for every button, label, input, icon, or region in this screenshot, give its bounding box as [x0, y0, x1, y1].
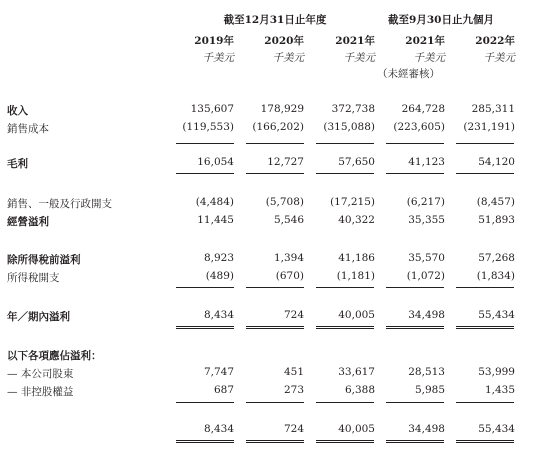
- row-label: 毛利: [7, 158, 28, 170]
- row-label: — 非控股權益: [7, 386, 74, 398]
- cell: 372,738: [331, 103, 375, 115]
- header-unit: 千美元: [272, 52, 304, 64]
- cell: (670): [275, 270, 304, 282]
- rule: [316, 442, 374, 443]
- cell: 273: [283, 384, 304, 396]
- rule: [316, 287, 374, 288]
- rule: [246, 173, 304, 174]
- rule: [456, 287, 514, 288]
- rule: [176, 143, 234, 144]
- cell: (119,553): [182, 121, 234, 133]
- cell: 1,394: [273, 252, 304, 264]
- rule: [386, 328, 444, 329]
- cell: (1,181): [336, 270, 375, 282]
- rule: [246, 143, 304, 144]
- row-label: 收入: [7, 105, 28, 117]
- cell: 33,617: [338, 366, 375, 378]
- rule: [176, 173, 234, 174]
- cell: (17,215): [330, 196, 375, 208]
- cell: 7,747: [203, 366, 234, 378]
- rule: [246, 326, 304, 327]
- cell: 34,498: [408, 423, 445, 435]
- rule: [246, 440, 304, 441]
- cell: 6,388: [344, 384, 375, 396]
- rule: [246, 402, 304, 403]
- rule: [176, 326, 234, 327]
- rule: [386, 173, 444, 174]
- cell: 1,435: [484, 384, 515, 396]
- rule: [316, 402, 374, 403]
- cell: 41,186: [338, 252, 375, 264]
- rule: [456, 143, 514, 144]
- cell: 264,728: [401, 103, 445, 115]
- cell: 5,546: [273, 214, 304, 226]
- cell: 53,999: [478, 366, 515, 378]
- cell: (489): [205, 270, 234, 282]
- rule: [386, 402, 444, 403]
- rule: [386, 442, 444, 443]
- rule: [456, 442, 514, 443]
- rule: [316, 143, 374, 144]
- cell: 40,322: [338, 214, 375, 226]
- rule: [246, 287, 304, 288]
- section-label: 以下各項應佔溢利：: [7, 350, 102, 362]
- cell: (8,457): [476, 196, 515, 208]
- cell: (231,191): [463, 121, 515, 133]
- header-nine-2022: 2022年: [475, 35, 515, 47]
- rule: [316, 173, 374, 174]
- cell: 285,311: [471, 103, 515, 115]
- row-label: 經營溢利: [7, 216, 49, 228]
- rule: [176, 402, 234, 403]
- cell: 35,355: [408, 214, 445, 226]
- header-group-year: 截至12月31日止年度: [223, 14, 327, 26]
- cell: (1,834): [476, 270, 515, 282]
- rule: [456, 326, 514, 327]
- cell: 724: [283, 309, 304, 321]
- rule: [316, 440, 374, 441]
- cell: 11,445: [197, 214, 234, 226]
- row-label: — 本公司股東: [7, 368, 74, 380]
- rule: [456, 440, 514, 441]
- rule: [456, 402, 514, 403]
- row-label: 所得稅開支: [7, 272, 60, 284]
- cell: 57,650: [338, 156, 375, 168]
- header-unit: 千美元: [483, 52, 515, 64]
- row-label: 銷售、一般及行政開支: [7, 198, 112, 210]
- cell: 55,434: [478, 309, 515, 321]
- cell: (5,708): [265, 196, 304, 208]
- header-unit: 千美元: [202, 52, 234, 64]
- row-label: 除所得稅前溢利: [7, 254, 81, 266]
- cell: 8,434: [203, 423, 234, 435]
- cell: 57,268: [478, 252, 515, 264]
- rule: [176, 442, 234, 443]
- header-year-2019: 2019年: [194, 35, 234, 47]
- cell: 55,434: [478, 423, 515, 435]
- header-unit: 千美元: [343, 52, 375, 64]
- rule: [246, 328, 304, 329]
- rule: [456, 173, 514, 174]
- rule: [386, 326, 444, 327]
- rule: [456, 328, 514, 329]
- rule: [316, 328, 374, 329]
- cell: 8,434: [203, 309, 234, 321]
- cell: 16,054: [197, 156, 234, 168]
- cell: (166,202): [252, 121, 304, 133]
- cell: 41,123: [408, 156, 445, 168]
- cell: 51,893: [478, 214, 515, 226]
- cell: (315,088): [323, 121, 375, 133]
- header-year-2021: 2021年: [335, 35, 375, 47]
- cell: 8,923: [203, 252, 234, 264]
- header-year-2020: 2020年: [264, 35, 304, 47]
- cell: 54,120: [478, 156, 515, 168]
- row-label: 銷售成本: [7, 123, 49, 135]
- cell: 724: [283, 423, 304, 435]
- rule: [386, 287, 444, 288]
- cell: 28,513: [408, 366, 445, 378]
- rule: [246, 442, 304, 443]
- cell: 687: [213, 384, 234, 396]
- cell: (1,072): [406, 270, 445, 282]
- cell: (4,484): [195, 196, 234, 208]
- cell: (6,217): [406, 196, 445, 208]
- header-unaudited: （未經審核）: [377, 68, 440, 80]
- cell: 34,498: [408, 309, 445, 321]
- rule: [386, 440, 444, 441]
- cell: (223,605): [393, 121, 445, 133]
- rule: [176, 440, 234, 441]
- row-label: 年／期內溢利: [7, 311, 70, 323]
- header-group-nine-months: 截至9月30日止九個月: [388, 14, 494, 26]
- cell: 35,570: [408, 252, 445, 264]
- cell: 178,929: [260, 103, 304, 115]
- cell: 451: [283, 366, 304, 378]
- cell: 12,727: [267, 156, 304, 168]
- rule: [176, 328, 234, 329]
- rule: [316, 326, 374, 327]
- cell: 5,985: [414, 384, 445, 396]
- cell: 135,607: [190, 103, 234, 115]
- header-nine-2021: 2021年: [405, 35, 445, 47]
- cell: 40,005: [338, 423, 375, 435]
- rule: [386, 143, 444, 144]
- header-unit: 千美元: [413, 52, 445, 64]
- cell: 40,005: [338, 309, 375, 321]
- rule: [176, 287, 234, 288]
